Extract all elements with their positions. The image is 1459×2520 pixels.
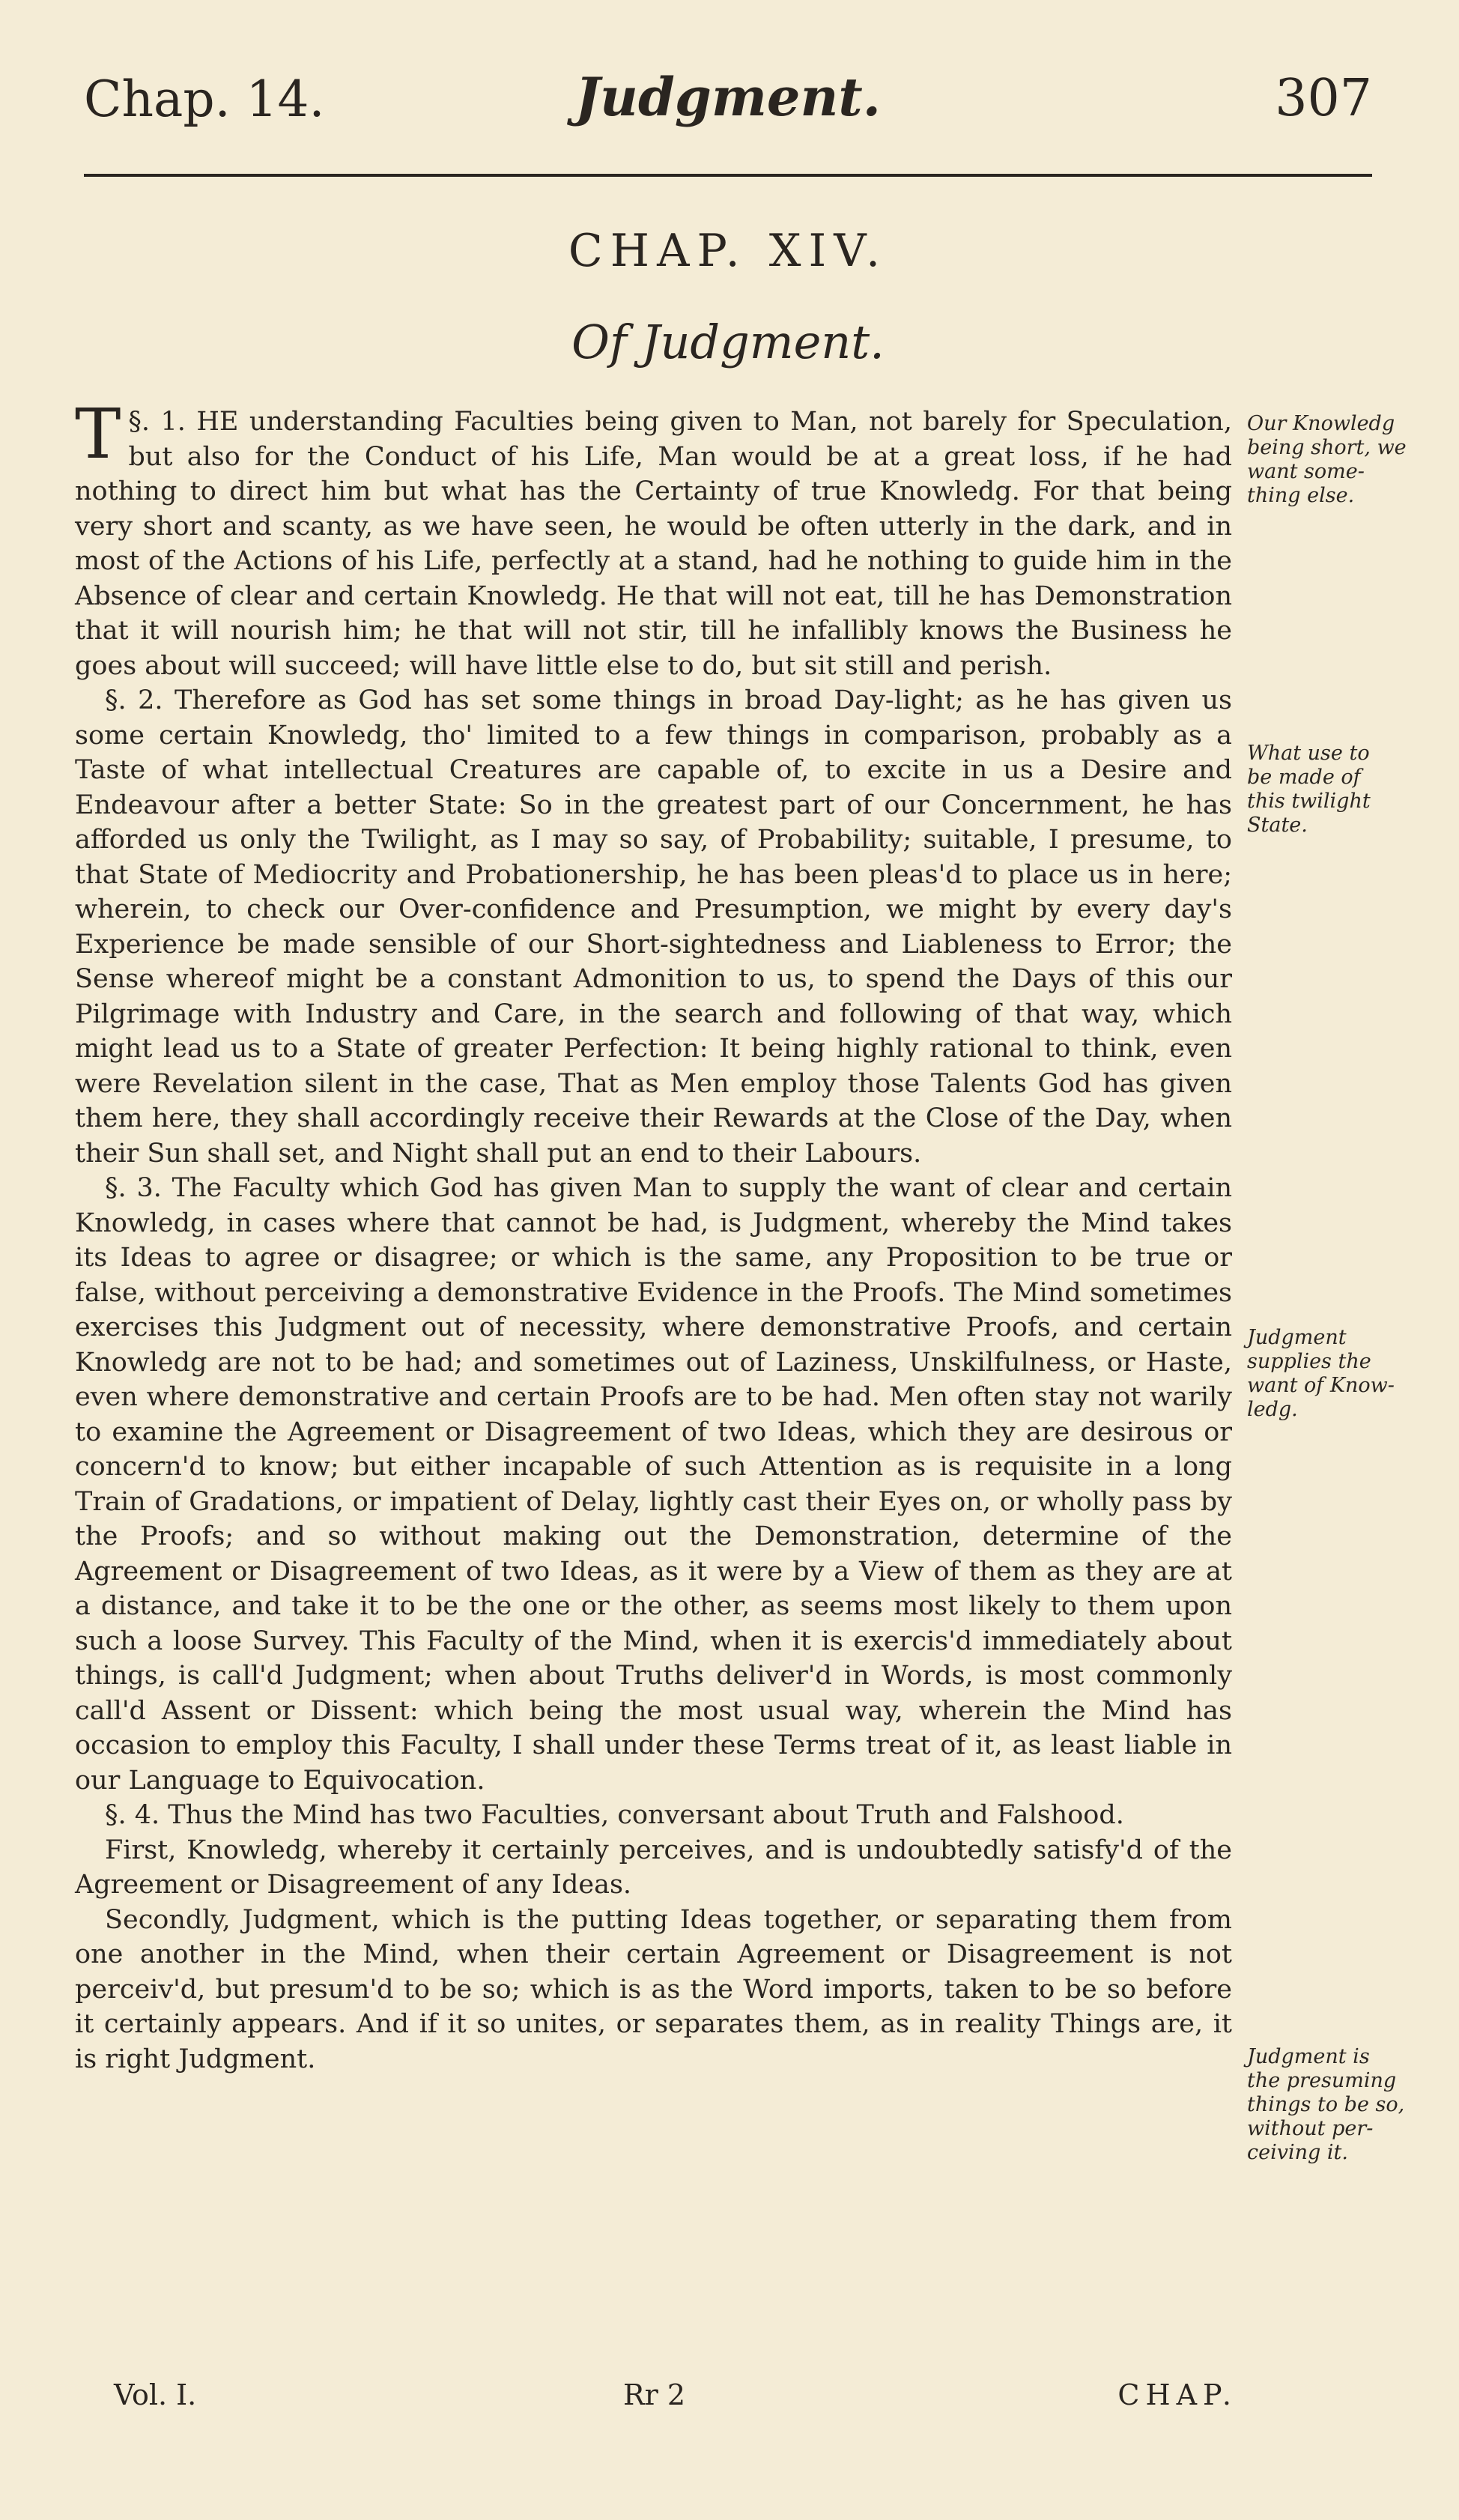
signature-mark: Rr 2 — [623, 2378, 686, 2411]
chapter-title: CHAP. XIV. — [568, 225, 888, 277]
paragraph-5 — [75, 1833, 1232, 1903]
marginal-note-line: Judgment — [1247, 1326, 1347, 1349]
marginal-note-line: What use to — [1247, 742, 1370, 765]
marginal-note-line: ceiving it. — [1247, 2141, 1348, 2164]
header-rule — [84, 174, 1372, 177]
marginal-note-line: Our Knowledg — [1247, 412, 1395, 435]
paragraph-3 — [75, 1171, 1232, 1798]
volume-label: Vol. I. — [114, 2378, 197, 2411]
paragraph-text: Secondly, Judgment, which is the putting Ideas together, or separating them from one another in the Mind, when their certain Agreement or Disagreement is not perceiv'd, but presum'd to be so; which is as the Word imports, taken to be so before it certainly appears. And if it so unites, or separates them, as in reality Things are, it is right Judgment. — [75, 1904, 1232, 2074]
marginal-note-line: ledg. — [1247, 1398, 1298, 1421]
marginal-note — [1247, 2045, 1419, 2165]
paragraph-text: HE understanding Faculties being given to Man, not barely for Speculation, but also for the Conduct of his Life, Man would be at a great loss, if he had nothing to direct him but what has the Certainty of true Knowledg. For that being very short and scanty, as we have seen, he would be often utterly in the dark, and in most of the Actions of his Life, perfectly at a stand, had he nothing to guide him in the Absence of clear and certain Knowledg. He that will not eat, till he has Demonstration that it will nourish him; he that will not stir, till he infallibly knows the Business he goes about will succeed; will have little else to do, but sit still and perish. — [75, 407, 1232, 681]
marginal-note — [1247, 1326, 1419, 1422]
marginal-note-line: without per- — [1247, 2117, 1374, 2140]
marginal-note-line: things to be so, — [1247, 2093, 1405, 2116]
paragraph-2 — [75, 683, 1232, 1171]
marginal-note-line: want of Know- — [1247, 1374, 1395, 1397]
marginal-note-line: Judgment is — [1247, 2045, 1370, 2068]
section-number: §. 2. — [105, 685, 163, 715]
page-number: 307 — [1275, 69, 1372, 128]
marginal-note — [1247, 742, 1419, 838]
marginal-note-line: this twilight — [1247, 790, 1371, 813]
marginal-note-line: State. — [1247, 814, 1308, 837]
running-head-chapter: Chap. 14. — [84, 70, 325, 128]
catchword: CHAP. — [1117, 2378, 1237, 2411]
marginal-note-line: be made of — [1247, 766, 1361, 789]
section-number: §. 3. — [105, 1173, 162, 1203]
marginal-note-line: supplies the — [1247, 1350, 1371, 1373]
paragraph-text: Therefore as God has set some things in broad Day-light; as he has given us some certain Knowledg, tho' limited to a few things in comparison, probably as a Taste of what intellectual Creatures are capable of, to excite in us a Desire and Endeavour after a better State: So in the greatest part of our Concernment, he has afforded us only the Twilight, as I may so say, of Probability; suitable, I presume, to that State of Mediocrity and Probationership, he has been pleas'd to place us in here; wherein, to check our Over-confidence and Presumption, we might by every day's Experience be made sensible of our Short-sightedness and Liableness to Error; the Sense whereof might be a constant Admonition to us, to spend the Days of this our Pilgrimage with Industry and Care, in the search and following of that way, which might lead us to a State of greater Perfection: It being highly rational to think, even were Revelation silent in the case, That as Men employ those Talents God has given them here, they shall accordingly receive their Rewards at the Close of the Day, when their Sun shall set, and Night shall put an end to their Labours. — [75, 685, 1232, 1169]
paragraph-6 — [75, 1903, 1232, 2077]
marginal-note — [1247, 412, 1419, 508]
chapter-subtitle: Of Judgment. — [571, 315, 885, 369]
drop-cap: T — [75, 394, 121, 474]
marginal-note-line: the presuming — [1247, 2069, 1397, 2092]
page-footer — [84, 2378, 1237, 2416]
paragraph-4 — [75, 1798, 1232, 1833]
body-text — [75, 394, 1232, 2077]
running-head — [84, 66, 1372, 133]
paragraph-text: Thus the Mind has two Faculties, conversant about Truth and Falshood. — [168, 1800, 1124, 1830]
section-number: §. 1. — [128, 407, 186, 437]
paragraph-text: First, Knowledg, whereby it certainly perceives, and is undoubtedly satisfy'd of the Agreement or Disagreement of any Ideas. — [75, 1835, 1232, 1900]
marginal-note-line: thing else. — [1247, 484, 1355, 507]
paragraph-1 — [75, 394, 1232, 683]
marginal-note-line: want some- — [1247, 460, 1365, 483]
running-head-subject: Judgment. — [574, 66, 882, 128]
marginal-note-line: being short, we — [1247, 436, 1407, 459]
section-number: §. 4. — [105, 1800, 160, 1830]
paragraph-text: The Faculty which God has given Man to supply the want of clear and certain Knowledg, in cases where that cannot be had, is Judgment, whereby the Mind takes its Ideas to agree or disagree; or which is the same, any Proposition to be true or false, without perceiving a demonstrative Evidence in the Proofs. The Mind sometimes exercises this Judgment out of necessity, where demonstrative Proofs, and certain Knowledg are not to be had; and sometimes out of Laziness, Unskilfulness, or Haste, even where demonstrative and certain Proofs are to be had. Men often stay not warily to examine the Agreement or Disagreement of two Ideas, which they are desirous or concern'd to know; but either incapable of such Attention as is requisite in a long Train of Gradations, or impatient of Delay, lightly cast their Eyes on, or wholly pass by the Proofs; and so without making out the Demonstration, determine of the Agreement or Disagreement of two Ideas, as it were by a View of them as they are at a distance, and take it to be the one or the other, as seems most likely to them upon such a loose Survey. This Faculty of the Mind, when it is exercis'd immediately about things, is call'd Judgment; when about Truths deliver'd in Words, is most commonly call'd Assent or Dissent: which being the most usual way, wherein the Mind has occasion to employ this Faculty, I shall under these Terms treat of it, as least liable in our Language to Equivocation. — [75, 1173, 1232, 1796]
